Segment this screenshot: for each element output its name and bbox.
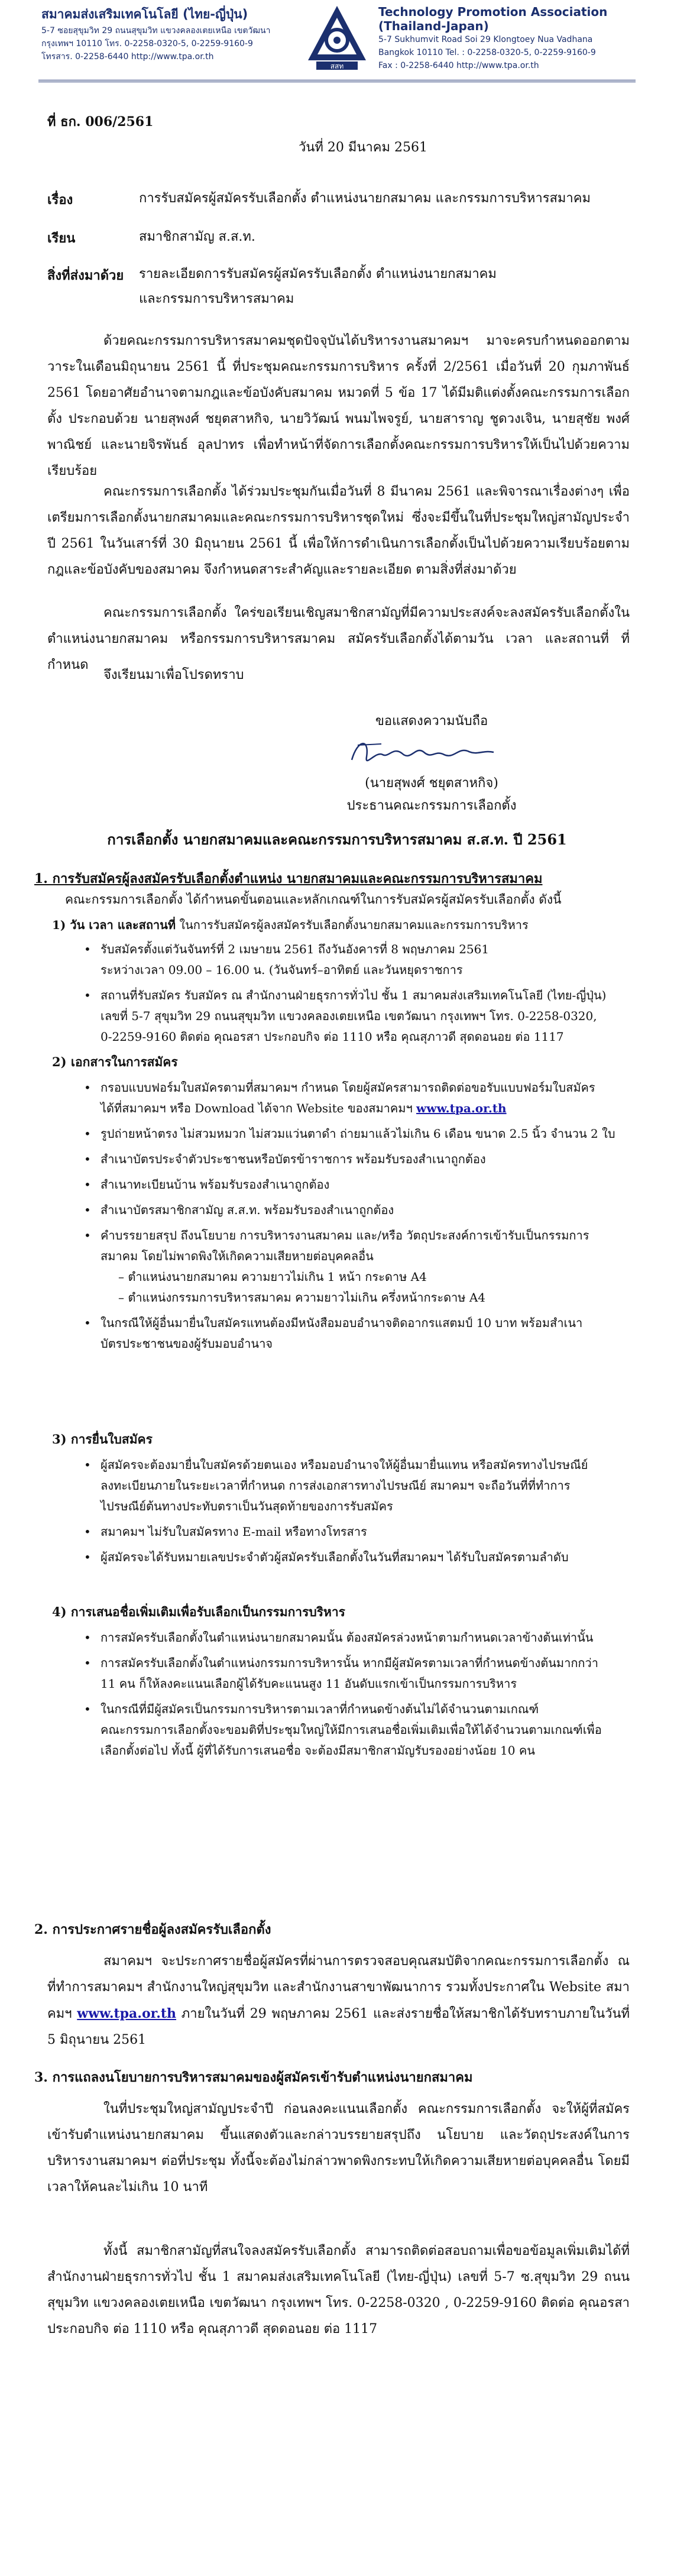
letter-paragraph-4: จึงเรียนมาเพื่อโปรดทราบ <box>103 668 244 682</box>
letter-paragraph-2: คณะกรรมการเลือกตั้ง ได้ร่วมประชุมกันเมื่อวันที่ 8 มีนาคม 2561 และพิจารณาเรื่องต่างๆ เพื่อเตรียมการเลือกตั้งนายกสมาคมและคณะกรรมการบริหารชุดใหม่ ซึ่งจะมีขึ้นในที่ประชุมใหญ่สามัญประจำปี 2561 ในวันเสาร์ที่ 30 มิถุนายน 2561 นี้ เพื่อให้การดำเนินการเลือกตั้งเป็นไปด้วยความเรียบร้อยตามกฎและข้อบังคับของสมาคม จึงกำหนดสาระสำคัญและรายละเอียด ตามสิ่งที่ส่งมาด้วย <box>47 484 630 577</box>
signature-image <box>346 733 523 775</box>
association-logo <box>304 4 370 72</box>
bullet-icon: • <box>84 1316 91 1330</box>
bullet-icon: • <box>84 942 91 956</box>
section-3-contact: ทั้งนี้ สมาชิกสามัญที่สนใจลงสมัครรับเลือกตั้ง สามารถติดต่อสอบถามเพื่อขอข้อมูลเพิ่มเติมได้ที่ สำนักงานฝ่ายธุรการทั่วไป ชั้น 1 สมาคมส่งเสริมเทคโนโลยี (ไทย-ญี่ปุ่น) เลขที่ 5-7 ซ.สุขุมวิท 29 ถนนสุขุมวิท แขวงคลองเตยเหนือ เขตวัฒนา กรุงเทพฯ โทร. 0-2258-0320 , 0-2259-9160 ติดต่อ คุณอรสา ประกอบกิจ ต่อ 1110 หรือ คุณสุภาวดี สุดดอนอย ต่อ 1117 <box>47 2244 630 2336</box>
section-3-body: ในที่ประชุมใหญ่สามัญประจำปี ก่อนลงคะแนนเลือกตั้ง คณะกรรมการเลือกตั้ง จะให้ผู้ที่สมัครเข้ารับตำแหน่งนายกสมาคม ขึ้นแสดงตัวและกล่าวบรรยายสรุปถึง นโยบาย และวัตถุประสงค์ในการบริหารงานสมาคมฯ ต่อที่ประชุม ทั้งนี้จะต้องไม่กล่าวพาดพิงกระทบให้เกิดความเสียหายต่อบุคคลอื่น โดยมีเวลาให้คนละไม่เกิน 10 นาที <box>47 2102 630 2195</box>
bullet-icon: • <box>84 1152 91 1166</box>
list-item-cont: ระหว่างเวลา 09.00 – 16.00 น. (วันจันทร์–อาทิตย์ และวันหยุดราชการ <box>101 963 463 977</box>
list-item-cont: บัตรประชาชนของผู้รับมอบอำนาจ <box>101 1336 273 1351</box>
bullet-icon: • <box>84 1702 91 1716</box>
section-1-1-title-rest: ในการรับสมัครผู้ลงสมัครรับเลือกตั้งนายกสมาคมและกรรมการบริหาร <box>176 918 529 932</box>
list-item: • สำเนาบัตรประจำตัวประชาชนหรือบัตรข้าราชการ พร้อมรับรองสำเนาถูกต้อง <box>101 1149 633 1170</box>
bullet-icon: • <box>84 1080 91 1095</box>
address-english-2: Bangkok 10110 Tel. : 0-2258-0320-5, 0-2259-9160-9 <box>378 48 596 57</box>
list-item: • สำเนาบัตรสมาชิกสามัญ ส.ส.ท. พร้อมรับรองสำเนาถูกต้อง <box>101 1200 633 1221</box>
section-1-1-title: 1) วัน เวลา และสถานที่ <box>52 918 176 932</box>
list-item: • สถานที่รับสมัคร รับสมัคร ณ สำนักงานฝ่ายธุรการทั่วไป ชั้น 1 สมาคมส่งเสริมเทคโนโลยี (ไทย-ญี่ปุ่น) <box>101 985 633 1006</box>
bullet-icon: • <box>84 1458 91 1472</box>
bullet-icon: • <box>84 1630 91 1645</box>
letter-date: วันที่ 20 มีนาคม 2561 <box>299 140 427 155</box>
section-2-body: สมาคมฯ จะประกาศรายชื่อผู้สมัครที่ผ่านการตรวจสอบคุณสมบัติจากคณะกรรมการเลือกตั้ง ณ ที่ทำการสมาคมฯ สำนักงานใหญ่สุขุมวิท และสำนักงานสาขาพัฒนาการ รวมทั้งประกาศใน Website สมาคมฯ www.tpa.or.th ภายในวันที่ 29 พฤษภาคม 2561 และส่งรายชื่อให้สมาชิกได้รับทราบภายในวันที่ 5 มิถุนายน 2561 <box>47 1954 630 2047</box>
bullet-icon: • <box>84 1550 91 1564</box>
list-item-cont: เลือกตั้งต่อไป ทั้งนี้ ผู้ที่ได้รับการเสนอชื่อ จะต้องมีสมาชิกสามัญรับรองอย่างน้อย 10 คน <box>101 1743 535 1758</box>
section-1-title: 1. การรับสมัครผู้ลงสมัครรับเลือกตั้งตำแหน่ง นายกสมาคมและคณะกรรมการบริหารสมาคม <box>34 871 543 886</box>
address-thai-1: 5-7 ซอยสุขุมวิท 29 ถนนสุขุมวิท แขวงคลองเตยเหนือ เขตวัฒนา <box>41 26 271 35</box>
signer-name: (นายสุพงศ์ ชยุตสาหกิจ) <box>365 776 498 791</box>
letterhead-thai <box>41 5 278 63</box>
section-1-1-list <box>84 939 633 1047</box>
attachment-title: การเลือกตั้ง นายกสมาคมและคณะกรรมการบริหารสมาคม ส.ส.ท. ปี 2561 <box>107 831 567 848</box>
bullet-icon: • <box>84 1177 91 1192</box>
address-thai-3: โทรสาร. 0-2258-6440 http://www.tpa.or.th <box>41 52 214 62</box>
sub-list-item: – ตำแหน่งนายกสมาคม ความยาวไม่เกิน 1 หน้า กระดาษ A4 <box>118 1270 427 1284</box>
closing-text: ขอแสดงความนับถือ <box>375 714 488 729</box>
list-item: • ในกรณีที่มีผู้สมัครเป็นกรรมการบริหารตามเวลาที่กำหนดข้างต้นไม่ได้จำนวนตามเกณฑ์ <box>101 1699 633 1720</box>
section-1-3-title: 3) การยื่นใบสมัคร <box>52 1432 153 1446</box>
bullet-icon: • <box>84 1656 91 1670</box>
list-item: • รับสมัครตั้งแต่วันจันทร์ที่ 2 เมษายน 2561 ถึงวันอังคารที่ 8 พฤษภาคม 2561 <box>101 939 633 960</box>
list-item-cont: สมาคม โดยไม่พาดพิงให้เกิดความเสียหายต่อบุคคลอื่น <box>101 1249 374 1263</box>
list-item-cont: 11 คน ก็ให้ลงคะแนนเลือกผู้ได้รับคะแนนสูง 11 อันดับแรกเข้าเป็นกรรมการบริหาร <box>101 1677 517 1691</box>
section-1-1-heading <box>52 915 529 934</box>
to-text: สมาชิกสามัญ ส.ส.ท. <box>139 229 255 244</box>
letter-paragraph-1: ด้วยคณะกรรมการบริหารสมาคมชุดปัจจุบันได้บริหารงานสมาคมฯ มาจะครบกำหนดออกตามวาระในเดือนมิถุนายน 2561 นี้ ที่ประชุมคณะกรรมการบริหาร ครั้งที่ 2/2561 เมื่อวันที่ 20 กุมภาพันธ์ 2561 โดยอาศัยอำนาจตามกฎและข้อบังคับสมาคม หมวดที่ 5 ข้อ 17 ได้มีมติแต่งตั้งคณะกรรมการเลือกตั้ง ประกอบด้วย นายสุพงศ์ ชยุตสาหกิจ, นายวิวัฒน์ พนมไพจรูย์, นายสาราญ ชูดวงเจิน, นายสุชัย พงศ์พาณิชย์ และนายจิรพันธ์ อุลปาทร เพื่อทำหน้าที่จัดการเลือกตั้งคณะกรรมการบริหารให้เป็นไปด้วยความเรียบร้อย <box>47 334 630 478</box>
enclosure-line-2: และกรรมการบริหารสมาคม <box>139 292 294 306</box>
bullet-icon: • <box>84 988 91 1002</box>
list-item: • ในกรณีให้ผู้อื่นมายื่นใบสมัครแทนต้องมีหนังสือมอบอำนาจติดอากรแสตมป์ 10 บาท พร้อมสำเนา <box>101 1313 633 1334</box>
section-1-intro: คณะกรรมการเลือกตั้ง ได้กำหนดขั้นตอนและหลักเกณฑ์ในการรับสมัครผู้สมัครรับเลือกตั้ง ดังนี้ <box>65 892 562 907</box>
enclosure-label: สิ่งที่ส่งมาด้วย <box>47 268 124 283</box>
letter-paragraph-3: คณะกรรมการเลือกตั้ง ใคร่ขอเรียนเชิญสมาชิกสามัญที่มีความประสงค์จะลงสมัครรับเลือกตั้งในตำแหน่งนายกสมาคม หรือกรรมการบริหารสมาคม สมัครรับเลือกตั้งได้ตามวัน เวลา และสถานที่ ที่กำหนด <box>47 606 630 672</box>
list-item-cont: ไปรษณีย์ต้นทางประทับตราเป็นวันสุดท้ายของการรับสมัคร <box>101 1499 393 1513</box>
section-1-3-list <box>84 1455 633 1568</box>
reference-number: ที่ ธก. 006/2561 <box>47 114 154 130</box>
section-1-2-title: 2) เอกสารในการสมัคร <box>52 1054 178 1069</box>
section-1-2-list <box>84 1077 633 1354</box>
address-english-3: Fax : 0-2258-6440 http://www.tpa.or.th <box>378 61 539 70</box>
list-item-cont: ได้ที่สมาคมฯ หรือ Download ได้จาก Website ของสมาคมฯ www.tpa.or.th <box>101 1101 507 1115</box>
bullet-icon: • <box>84 1203 91 1217</box>
website-link[interactable]: www.tpa.or.th <box>77 2006 177 2021</box>
list-item: • รูปถ่ายหน้าตรง ไม่สวมหมวก ไม่สวมแว่นตาดำ ถ่ายมาแล้วไม่เกิน 6 เดือน ขนาด 2.5 นิ้ว จำนวน 2 ใบ <box>101 1124 633 1144</box>
section-1-4-title: 4) การเสนอชื่อเพิ่มเติมเพื่อรับเลือกเป็นกรรมการบริหาร <box>52 1604 345 1619</box>
logo-text: สสท <box>330 62 344 70</box>
list-item: • การสมัครรับเลือกตั้งในตำแหน่งนายกสมาคมนั้น ต้องสมัครล่วงหน้าตามกำหนดเวลาข้างต้นเท่านั้น <box>101 1627 633 1648</box>
enclosure-line-1: รายละเอียดการรับสมัครผู้สมัครรับเลือกตั้ง ตำแหน่งนายกสมาคม <box>139 267 497 281</box>
association-name-thai: สมาคมส่งเสริมเทคโนโลยี (ไทย-ญี่ปุ่น) <box>41 7 248 21</box>
bullet-icon: • <box>84 1228 91 1242</box>
address-english-1: 5-7 Sukhumvit Road Soi 29 Klongtoey Nua Vadhana <box>378 35 593 44</box>
list-item-cont: คณะกรรมการเลือกตั้งจะขอมติที่ประชุมใหญ่ให้มีการเสนอชื่อเพิ่มเติมเพื่อให้ได้จำนวนตามเกณฑ์เพื่อ <box>101 1723 602 1737</box>
list-item: • สำเนาทะเบียนบ้าน พร้อมรับรองสำเนาถูกต้อง <box>101 1174 633 1195</box>
sub-list-item: – ตำแหน่งกรรมการบริหารสมาคม ความยาวไม่เกิน ครึ่งหน้ากระดาษ A4 <box>118 1290 485 1305</box>
list-item-cont: เลขที่ 5-7 สุขุมวิท 29 ถนนสุขุมวิท แขวงคลองเตยเหนือ เขตวัฒนา กรุงเทพฯ โทร. 0-2258-0320, <box>101 1009 597 1023</box>
list-item: • ผู้สมัครจะได้รับหมายเลขประจำตัวผู้สมัครรับเลือกตั้งในวันที่สมาคมฯ ได้รับใบสมัครตามลำดับ <box>101 1547 633 1568</box>
letterhead-divider <box>38 80 636 82</box>
section-2-title: 2. การประกาศรายชื่อผู้ลงสมัครรับเลือกตั้ง <box>34 1922 271 1937</box>
signer-title: ประธานคณะกรรมการเลือกตั้ง <box>346 798 517 813</box>
list-item: • สมาคมฯ ไม่รับใบสมัครทาง E-mail หรือทางโทรสาร <box>101 1522 633 1542</box>
letterhead-english <box>378 5 656 72</box>
list-item: • การสมัครรับเลือกตั้งในตำแหน่งกรรมการบริหารนั้น หากมีผู้สมัครตามเวลาที่กำหนดข้างต้นมากกว่า <box>101 1653 633 1674</box>
bullet-icon: • <box>84 1525 91 1539</box>
list-item: • กรอบแบบฟอร์มใบสมัครตามที่สมาคมฯ กำหนด โดยผู้สมัครสามารถติดต่อขอรับแบบฟอร์มใบสมัคร <box>101 1077 633 1098</box>
address-thai-2: กรุงเทพฯ 10110 โทร. 0-2258-0320-5, 0-2259-9160-9 <box>41 39 253 48</box>
subject-text: การรับสมัครผู้สมัครรับเลือกตั้ง ตำแหน่งนายกสมาคม และกรรมการบริหารสมาคม <box>139 191 591 206</box>
list-item: • ผู้สมัครจะต้องมายื่นใบสมัครด้วยตนเอง หรือมอบอำนาจให้ผู้อื่นมายื่นแทน หรือสมัครทางไปรษณีย์ <box>101 1455 633 1475</box>
website-link[interactable]: www.tpa.or.th <box>416 1101 507 1115</box>
list-item-cont: 0-2259-9160 ติดต่อ คุณอรสา ประกอบกิจ ต่อ 1110 หรือ คุณสุภาวดี สุดดอนอย ต่อ 1117 <box>101 1030 564 1044</box>
list-item: • คำบรรยายสรุป ถึงนโยบาย การบริหารงานสมาคม และ/หรือ วัตถุประสงค์การเข้ารับเป็นกรรมการ <box>101 1225 633 1246</box>
bullet-icon: • <box>84 1127 91 1141</box>
section-1-4-list <box>84 1627 633 1761</box>
to-label: เรียน <box>47 231 76 246</box>
subject-label: เรื่อง <box>47 192 73 208</box>
section-3-title: 3. การแถลงนโยบายการบริหารสมาคมของผู้สมัครเข้ารับตำแหน่งนายกสมาคม <box>34 2070 473 2085</box>
association-name-english: Technology Promotion Association (Thailand-Japan) <box>378 5 608 33</box>
list-item-cont: ลงทะเบียนภายในระยะเวลาที่กำหนด การส่งเอกสารทางไปรษณีย์ สมาคมฯ จะถือวันที่ที่ทำการ <box>101 1478 571 1493</box>
